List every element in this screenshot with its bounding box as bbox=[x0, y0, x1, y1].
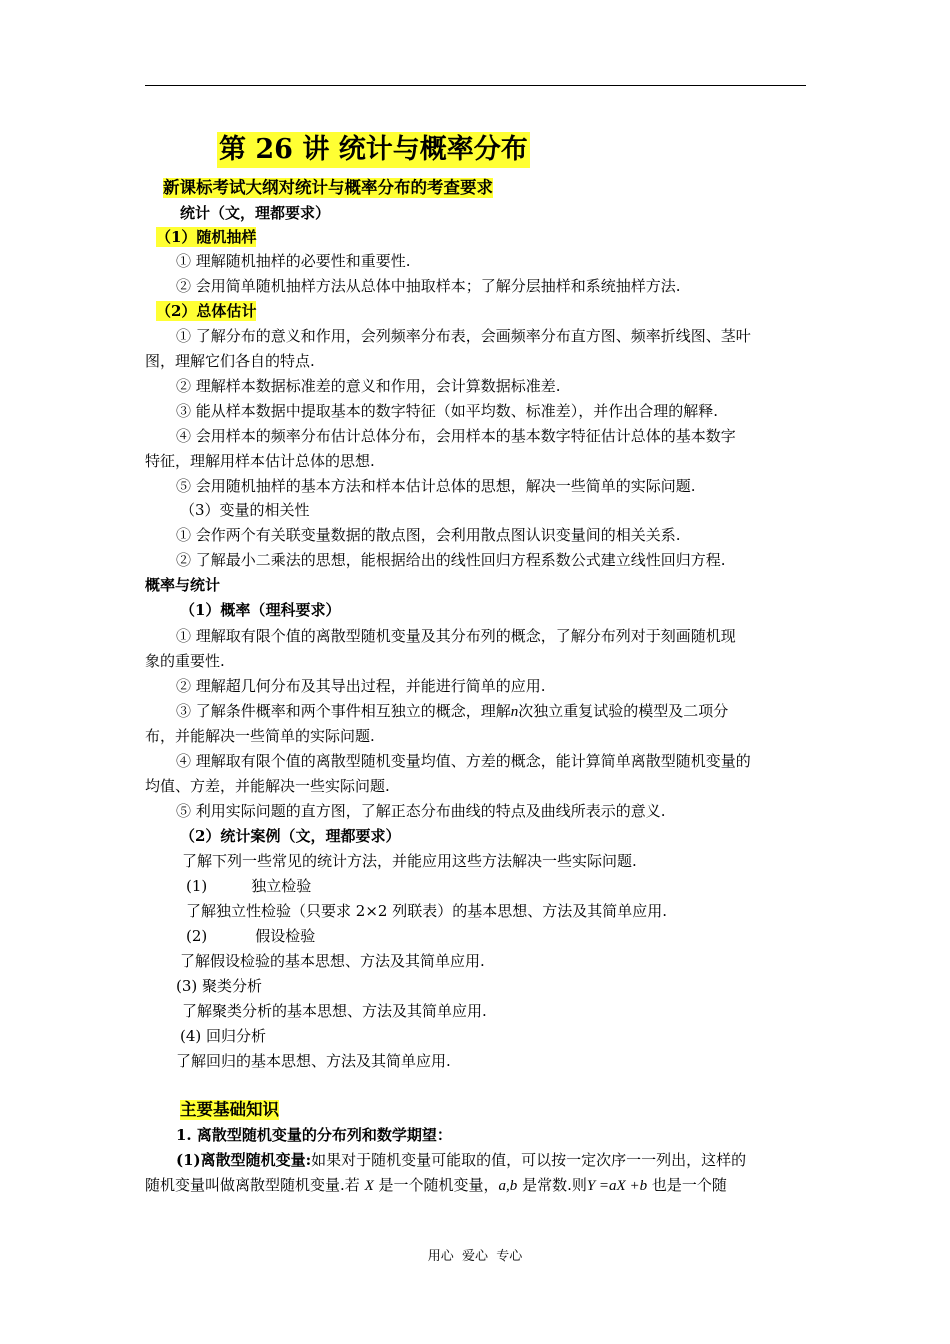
page-title: 第 26 讲 统计与概率分布 bbox=[217, 132, 530, 168]
paragraph-text: 随机变量叫做离散型随机变量.若 bbox=[145, 1176, 360, 1194]
syllabus-subtitle: 新课标考试大纲对统计与概率分布的考查要求 bbox=[163, 178, 493, 197]
list-item: ④ 会用样本的频率分布估计总体分布，会用样本的基本数字特征估计总体的基本数字 bbox=[176, 427, 736, 445]
section-probability: （1）概率（理科要求） bbox=[180, 601, 341, 619]
page-footer: 用心 爱心 专心 bbox=[427, 1249, 523, 1264]
paragraph-text: 也是一个随 bbox=[651, 1176, 727, 1194]
case-desc: 了解独立性检验（只要求 2×2 列联表）的基本思想、方法及其简单应用. bbox=[186, 902, 667, 920]
list-item: 特征，理解用样本估计总体的思想. bbox=[145, 452, 375, 470]
section-statistics-cases: （2）统计案例（文，理都要求） bbox=[180, 827, 401, 845]
list-item: 图，理解它们各自的特点. bbox=[145, 352, 315, 370]
case-item-4 bbox=[180, 1026, 266, 1046]
case-item-2 bbox=[186, 926, 315, 946]
math-ab: a,b bbox=[498, 1178, 518, 1194]
case-name: 聚类分析 bbox=[202, 977, 263, 995]
list-item: ④ 理解取有限个值的离散型随机变量均值、方差的概念，能计算简单离散型随机变量的 bbox=[176, 752, 751, 770]
header-rule bbox=[145, 85, 806, 86]
case-item-3 bbox=[176, 976, 262, 996]
case-desc: 了解聚类分析的基本思想、方法及其简单应用. bbox=[182, 1002, 487, 1020]
list-item: ② 了解最小二乘法的思想，能根据给出的线性回归方程系数公式建立线性回归方程. bbox=[176, 551, 726, 569]
math-formula: Y =aX +b bbox=[586, 1178, 648, 1194]
case-number: (4) bbox=[180, 1027, 202, 1045]
list-item: ① 了解分布的意义和作用，会列频率分布表，会画频率分布直方图、频率折线图、茎叶 bbox=[176, 327, 751, 345]
case-number: (2) bbox=[186, 927, 208, 945]
list-item: 布，并能解决一些简单的实际问题. bbox=[145, 727, 375, 745]
list-item: ⑤ 利用实际问题的直方图，了解正态分布曲线的特点及曲线所表示的意义. bbox=[176, 802, 666, 820]
list-item: ③ 能从样本数据中提取基本的数字特征（如平均数、标准差），并作出合理的解释. bbox=[176, 402, 719, 420]
list-item: 象的重要性. bbox=[145, 652, 225, 670]
stats-heading: 统计（文，理都要求） bbox=[180, 204, 331, 222]
list-item: ① 会作两个有关联变量数据的散点图，会利用散点图认识变量间的相关关系. bbox=[176, 526, 681, 544]
case-item-1 bbox=[186, 876, 311, 896]
paragraph-text: 是常数.则 bbox=[522, 1176, 587, 1194]
case-desc: 了解假设检验的基本思想、方法及其简单应用. bbox=[180, 952, 485, 970]
basics-heading: 主要基础知识 bbox=[180, 1100, 279, 1119]
term-label: (1)离散型随机变量: bbox=[176, 1151, 312, 1169]
list-item-text: 次独立重复试验的模型及二项分 bbox=[518, 702, 729, 720]
list-item-text: ③ 了解条件概率和两个事件相互独立的概念，理解 bbox=[176, 702, 511, 720]
case-name: 假设检验 bbox=[255, 927, 316, 945]
case-name: 独立检验 bbox=[251, 877, 312, 895]
basics-item-1: 1. 离散型随机变量的分布列和数学期望： bbox=[176, 1126, 452, 1144]
list-item: ① 理解随机抽样的必要性和重要性. bbox=[176, 252, 411, 270]
list-item: ① 理解取有限个值的离散型随机变量及其分布列的概念，了解分布列对于刻画随机现 bbox=[176, 627, 736, 645]
paragraph-text: 如果对于随机变量可能取的值，可以按一定次序一一列出，这样的 bbox=[311, 1151, 747, 1169]
list-item: ② 理解超几何分布及其导出过程，并能进行简单的应用. bbox=[176, 677, 546, 695]
list-item: ② 会用简单随机抽样方法从总体中抽取样本；了解分层抽样和系统抽样方法. bbox=[176, 277, 681, 295]
list-item: 均值、方差，并能解决一些实际问题. bbox=[145, 777, 390, 795]
probability-heading: 概率与统计 bbox=[145, 576, 221, 594]
list-item: ⑤ 会用随机抽样的基本方法和样本估计总体的思想，解决一些简单的实际问题. bbox=[176, 477, 696, 495]
math-X: X bbox=[364, 1178, 374, 1194]
section-population-estimate: （2）总体估计 bbox=[156, 302, 257, 320]
case-number: (1) bbox=[186, 877, 208, 895]
basics-paragraph-1 bbox=[176, 1150, 746, 1170]
list-item: ② 理解样本数据标准差的意义和作用，会计算数据标准差. bbox=[176, 377, 561, 395]
section-random-sampling: （1）随机抽样 bbox=[156, 228, 257, 246]
case-name: 回归分析 bbox=[206, 1027, 267, 1045]
case-desc: 了解回归的基本思想、方法及其简单应用. bbox=[176, 1052, 451, 1070]
list-item bbox=[176, 701, 728, 722]
paragraph-text: 是一个随机变量， bbox=[378, 1176, 499, 1194]
case-number: (3) bbox=[176, 977, 198, 995]
cases-intro: 了解下列一些常见的统计方法，并能应用这些方法解决一些实际问题. bbox=[182, 852, 637, 870]
basics-paragraph-1-cont bbox=[145, 1175, 727, 1196]
section-correlation: （3）变量的相关性 bbox=[180, 501, 310, 519]
math-n: n bbox=[510, 704, 519, 720]
